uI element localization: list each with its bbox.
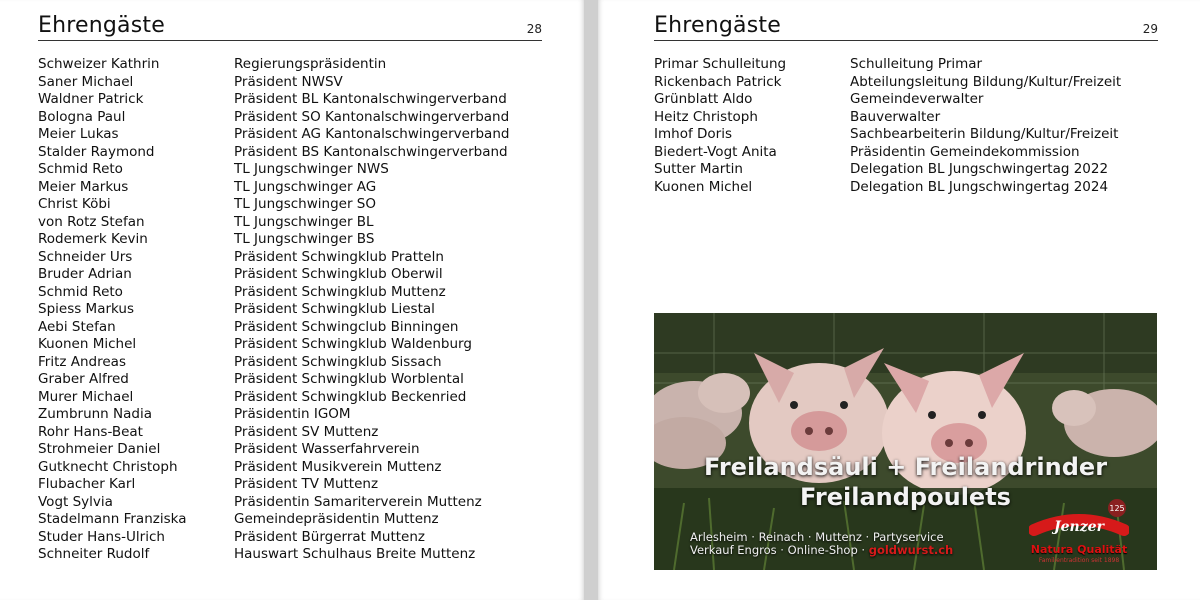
right-guest-list (654, 56, 1121, 196)
guest-row (38, 336, 509, 354)
guest-name: Gutknecht Christoph (38, 458, 178, 475)
guest-name: Bruder Adrian (38, 266, 132, 282)
guest-row (38, 91, 509, 109)
guest-name: Grünblatt Aldo (654, 91, 753, 107)
guest-name: Kuonen Michel (38, 336, 137, 352)
left-page-title: Ehrengäste (38, 13, 165, 38)
guest-name: Rohr Hans-Beat (38, 423, 143, 440)
guest-row (38, 389, 509, 407)
guest-name: Christ Köbi (38, 196, 111, 212)
guest-name: Schmid Reto (38, 161, 123, 177)
guest-role: Regierungspräsidentin (234, 56, 387, 72)
guest-name: Strohmeier Daniel (38, 441, 161, 457)
guest-row (38, 284, 509, 302)
guest-name: Aebi Stefan (38, 318, 116, 335)
guest-row (38, 441, 509, 459)
left-page-header (38, 12, 542, 41)
guest-role: Gemeindepräsidentin Muttenz (234, 511, 439, 527)
guest-role: Präsident Musikverein Muttenz (234, 458, 442, 475)
guest-role: Präsident NWSV (234, 73, 343, 90)
guest-row (38, 319, 509, 337)
guest-row (38, 266, 509, 284)
guest-role: TL Jungschwinger AG (234, 178, 377, 195)
guest-role: Schulleitung Primar (850, 56, 983, 72)
guest-row (38, 406, 509, 424)
guest-row (38, 74, 509, 92)
logo-text: Jenzer (1054, 519, 1104, 535)
advertisement (654, 313, 1157, 570)
guest-name: Heitz Christoph (654, 108, 758, 125)
guest-role: Präsident Schwingklub Liestal (234, 301, 435, 317)
guest-role: TL Jungschwinger BL (234, 213, 374, 230)
guest-row (654, 56, 1121, 74)
guest-role: Gemeindeverwalter (850, 91, 984, 107)
guest-row (38, 529, 509, 547)
guest-name: Schneiter Rudolf (38, 546, 150, 562)
left-page-number: 28 (526, 22, 542, 36)
guest-row (654, 161, 1121, 179)
guest-row (38, 196, 509, 214)
guest-row (38, 494, 509, 512)
guest-name: Fritz Andreas (38, 353, 126, 370)
guest-row (38, 476, 509, 494)
guest-name: Zumbrunn Nadia (38, 406, 152, 422)
guest-role: Delegation BL Jungschwingertag 2022 (850, 161, 1109, 177)
ad-locations: Arlesheim · Reinach · Muttenz · Partyservice (690, 530, 944, 544)
guest-name: Graber Alfred (38, 371, 129, 387)
guest-row (38, 354, 509, 372)
guest-row (38, 511, 509, 529)
guest-name: Stalder Raymond (38, 143, 155, 160)
guest-role: Präsident Schwingklub Worblental (234, 371, 464, 387)
guest-name: Flubacher Karl (38, 476, 136, 492)
right-page (598, 0, 1200, 600)
right-page-header (654, 12, 1158, 41)
guest-role: Präsident Wasserfahrverein (234, 441, 420, 457)
guest-name: Murer Michael (38, 388, 134, 405)
guest-role: Präsidentin IGOM (234, 406, 351, 422)
guest-row (654, 144, 1121, 162)
guest-name: Kuonen Michel (654, 178, 753, 195)
jenzer-logo (1029, 498, 1129, 548)
ad-sales-text: Verkauf Engros · Online-Shop · (690, 543, 869, 557)
guest-role: Präsident SV Muttenz (234, 423, 379, 440)
right-page-number: 29 (1142, 22, 1158, 36)
guest-role: Bauverwalter (850, 108, 941, 125)
guest-role: Präsident Schwingklub Waldenburg (234, 336, 472, 352)
guest-row (38, 161, 509, 179)
guest-row (38, 126, 509, 144)
guest-row (38, 56, 509, 74)
guest-row (38, 546, 509, 564)
guest-row (654, 126, 1121, 144)
guest-role: TL Jungschwinger SO (234, 196, 376, 212)
guest-role: TL Jungschwinger NWS (234, 161, 389, 177)
ad-website-link[interactable]: goldwurst.ch (868, 543, 954, 557)
guest-name: Rickenbach Patrick (654, 73, 782, 90)
guest-role: Delegation BL Jungschwingertag 2024 (850, 178, 1109, 195)
guest-role: Präsident BL Kantonalschwingerverband (234, 91, 507, 107)
guest-role: Präsident Bürgerrat Muttenz (234, 528, 425, 545)
guest-role: Präsident Schwingklub Pratteln (234, 248, 444, 265)
guest-role: Präsidentin Samariterverein Muttenz (234, 493, 482, 510)
right-page-title: Ehrengäste (654, 13, 781, 38)
guest-role: Präsident SO Kantonalschwingerverband (234, 108, 510, 125)
guest-name: Waldner Patrick (38, 91, 144, 107)
book-gutter (584, 0, 598, 600)
ad-tagline: Natura Qualität (1030, 543, 1128, 556)
guest-role: Präsidentin Gemeindekommission (850, 143, 1080, 160)
guest-row (38, 179, 509, 197)
guest-row (38, 231, 509, 249)
guest-role: Präsident BS Kantonalschwingerverband (234, 143, 508, 160)
guest-role: Abteilungsleitung Bildung/Kultur/Freizeit (850, 73, 1122, 90)
logo-anniversary: 125 (1109, 504, 1125, 513)
guest-role: Präsident AG Kantonalschwingerverband (234, 126, 510, 142)
guest-name: Vogt Sylvia (38, 493, 113, 510)
guest-name: Bologna Paul (38, 108, 126, 125)
ad-sales-line (690, 543, 953, 557)
guest-role: Präsident Schwingklub Oberwil (234, 266, 443, 282)
guest-role: Präsident Schwingklub Beckenried (234, 388, 467, 405)
guest-name: Stadelmann Franziska (38, 511, 187, 527)
guest-name: Schmid Reto (38, 283, 123, 300)
guest-name: Schweizer Kathrin (38, 56, 160, 72)
guest-row (38, 459, 509, 477)
ad-headline-2: Freilandpoulets (800, 483, 1011, 511)
ad-tradition: Familientradition seit 1898 (1038, 557, 1120, 564)
guest-name: Studer Hans-Ulrich (38, 528, 165, 545)
guest-row (654, 91, 1121, 109)
guest-name: Rodemerk Kevin (38, 231, 148, 247)
guest-name: Schneider Urs (38, 248, 133, 265)
guest-row (38, 301, 509, 319)
ad-headline-1: Freilandsäuli + Freilandrinder (703, 453, 1108, 481)
guest-name: Spiess Markus (38, 301, 135, 317)
guest-row (654, 74, 1121, 92)
left-guest-list (38, 56, 509, 564)
guest-row (38, 109, 509, 127)
guest-row (38, 249, 509, 267)
guest-row (654, 109, 1121, 127)
guest-name: Imhof Doris (654, 126, 732, 142)
guest-role: TL Jungschwinger BS (234, 231, 375, 247)
guest-role: Präsident Schwingklub Muttenz (234, 283, 446, 300)
guest-row (38, 214, 509, 232)
guest-role: Hauswart Schulhaus Breite Muttenz (234, 546, 476, 562)
guest-role: Sachbearbeiterin Bildung/Kultur/Freizeit (850, 126, 1119, 142)
guest-name: Meier Lukas (38, 126, 119, 142)
left-page (0, 0, 584, 600)
guest-row (38, 371, 509, 389)
guest-row (38, 144, 509, 162)
guest-name: von Rotz Stefan (38, 213, 145, 230)
guest-role: Präsident Schwingclub Binningen (234, 318, 459, 335)
guest-name: Primar Schulleitung (654, 56, 787, 72)
guest-row (38, 424, 509, 442)
guest-name: Saner Michael (38, 73, 134, 90)
guest-role: Präsident Schwingklub Sissach (234, 353, 442, 370)
guest-name: Biedert-Vogt Anita (654, 143, 777, 160)
guest-role: Präsident TV Muttenz (234, 476, 379, 492)
guest-name: Meier Markus (38, 178, 129, 195)
guest-row (654, 179, 1121, 197)
guest-name: Sutter Martin (654, 161, 743, 177)
